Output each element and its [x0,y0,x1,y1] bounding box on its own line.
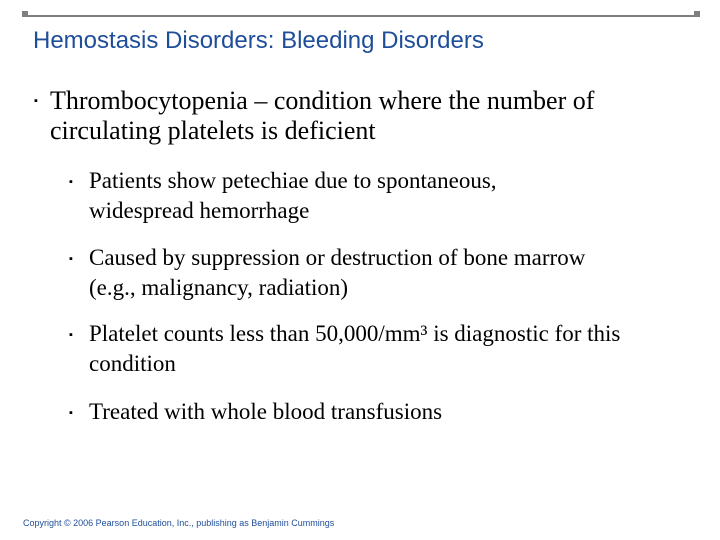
sub-bullet-text: Patients show petechiae due to spontaneous, widespread hemorrhage [89,168,497,223]
sub-bullet-text: Caused by suppression or destruction of bone marrow (e.g., malignancy, radiation) [89,245,586,300]
copyright-footer: Copyright © 2006 Pearson Education, Inc., publishing as Benjamin Cummings [23,518,335,528]
sub-bullet-marker: ▪ [69,407,73,419]
sub-bullet-marker: ▪ [69,176,73,188]
sub-bullet-marker: ▪ [69,329,73,341]
slide-title: Hemostasis Disorders: Bleeding Disorders [33,27,484,54]
rule-right-end [694,11,700,17]
sub-bullet-text: Platelet counts less than 50,000/mm³ is diagnostic for this condition [89,321,621,376]
sub-bullet-text: Treated with whole blood transfusions [89,399,443,424]
bullet-marker: ▪ [34,95,38,107]
sub-bullet-marker: ▪ [69,253,73,265]
main-bullet-text: Thrombocytopenia – condition where the number of circulating platelets is deficient [50,86,595,145]
title-underline [22,15,700,17]
rule-left-end [22,11,28,17]
